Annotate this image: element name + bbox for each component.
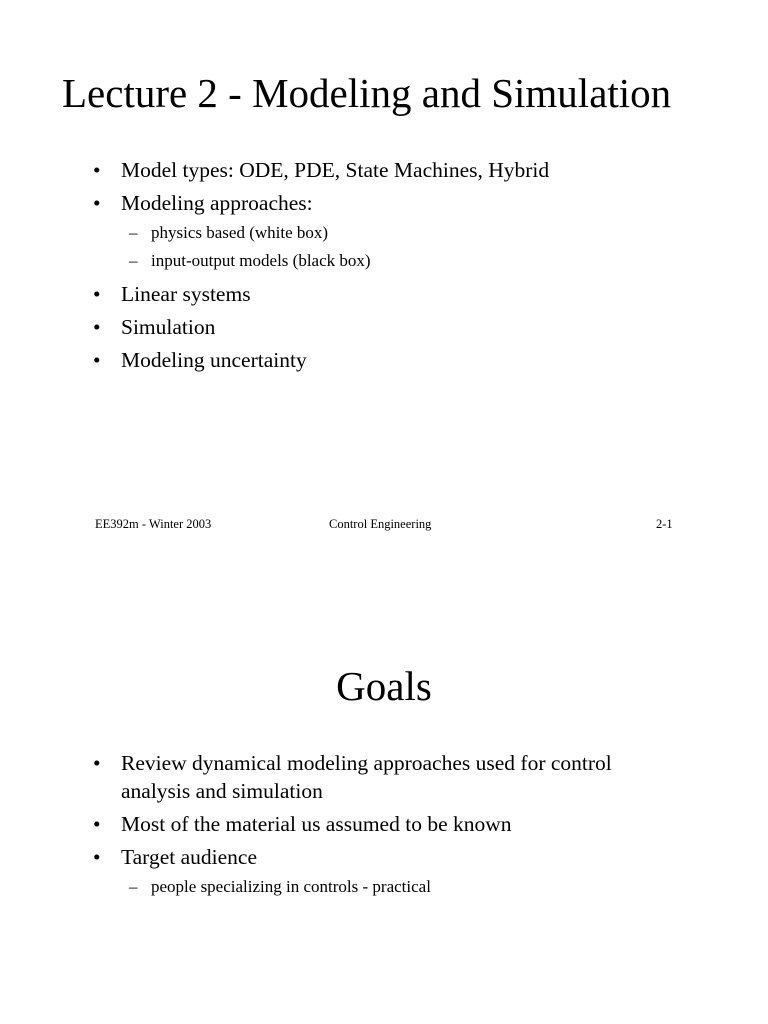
- sub-bullet-list: [121, 219, 681, 275]
- bullet-item: [0, 810, 681, 838]
- bullet-item: [0, 156, 681, 184]
- footer-page-number: 2-1: [656, 517, 673, 531]
- slide-1-title: Lecture 2 - Modeling and Simulation: [62, 70, 672, 116]
- bullet-text: Modeling uncertainty: [121, 348, 307, 372]
- bullet-marker: •: [93, 282, 101, 306]
- sub-bullet-item: [121, 219, 681, 247]
- bullet-item: [0, 280, 681, 308]
- sub-bullet-text: physics based (white box): [151, 223, 329, 242]
- slide-1-bullet-list: [0, 156, 681, 379]
- bullet-item: [0, 843, 681, 901]
- bullet-text: Target audience: [121, 845, 257, 869]
- bullet-marker: •: [93, 315, 101, 339]
- bullet-item: [0, 346, 681, 374]
- bullet-item: [0, 313, 681, 341]
- sub-bullet-item: [121, 247, 681, 275]
- sub-bullet-text: people specializing in controls - practical: [151, 877, 431, 896]
- bullet-text: Model types: ODE, PDE, State Machines, Hybrid: [121, 158, 550, 182]
- bullet-item: [0, 189, 681, 275]
- bullet-item: [0, 749, 681, 805]
- bullet-text: Review dynamical modeling approaches used for control analysis and simulation: [121, 751, 612, 803]
- slide-2-title: Goals: [336, 663, 432, 709]
- sub-bullet-list: [121, 873, 681, 901]
- bullet-marker: •: [93, 751, 101, 775]
- footer-subject: Control Engineering: [329, 517, 432, 531]
- sub-bullet-marker: –: [129, 223, 138, 242]
- bullet-text: Linear systems: [121, 282, 251, 306]
- bullet-text: Simulation: [121, 315, 216, 339]
- slide-2-bullet-list: [0, 749, 681, 906]
- bullet-marker: •: [93, 348, 101, 372]
- sub-bullet-marker: –: [129, 251, 138, 270]
- bullet-marker: •: [93, 158, 101, 182]
- footer-course: EE392m - Winter 2003: [95, 517, 212, 531]
- sub-bullet-item: [121, 873, 681, 901]
- sub-bullet-text: input-output models (black box): [151, 251, 371, 270]
- bullet-marker: •: [93, 812, 101, 836]
- bullet-marker: •: [93, 845, 101, 869]
- sub-bullet-marker: –: [129, 877, 138, 896]
- bullet-text: Modeling approaches:: [121, 191, 313, 215]
- slide-2: [0, 545, 768, 1024]
- bullet-marker: •: [93, 191, 101, 215]
- bullet-text: Most of the material us assumed to be known: [121, 812, 512, 836]
